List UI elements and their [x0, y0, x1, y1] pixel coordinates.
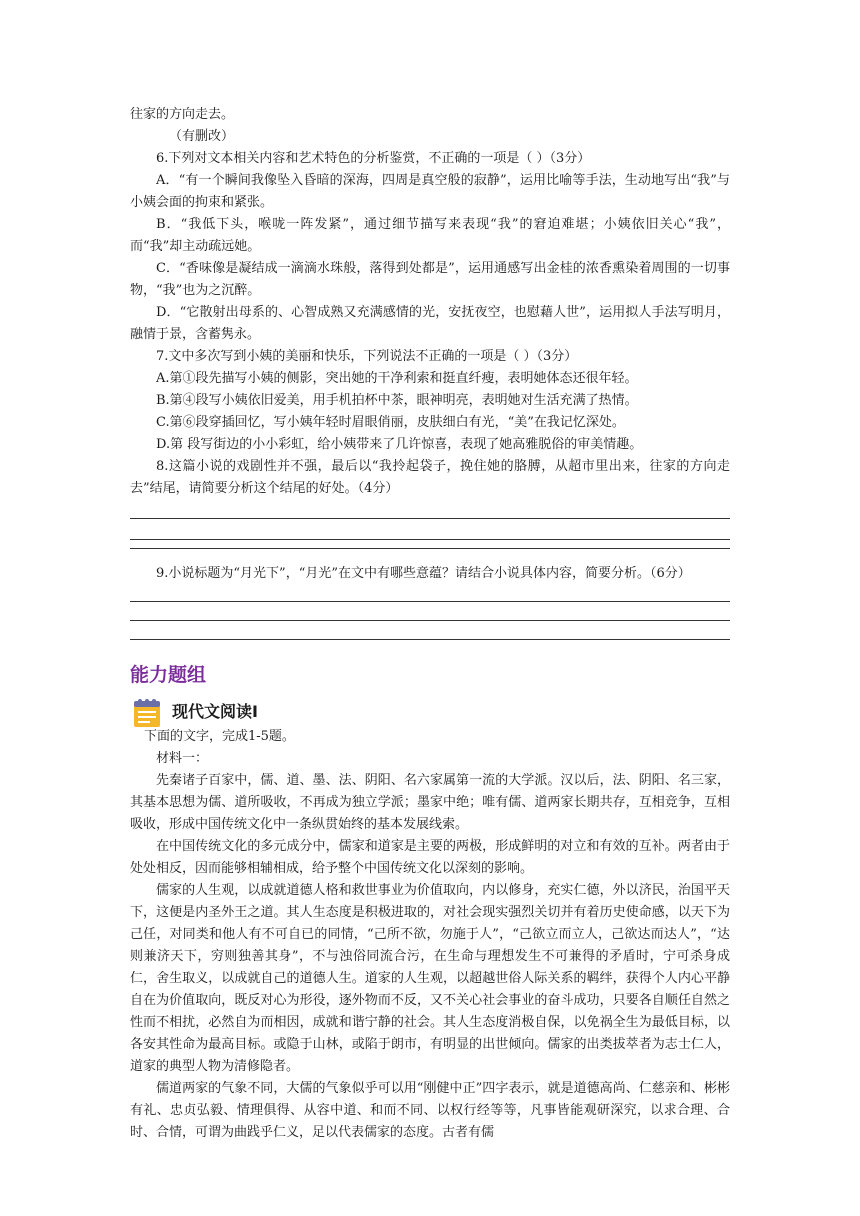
source-note: （有删改） — [169, 129, 235, 144]
subsection-header — [130, 698, 730, 726]
question-7-option-c: C.第⑥段穿插回忆，写小姨年轻时眉眼俏丽，皮肤细白有光，“美”在我记忆深处。 — [156, 415, 625, 430]
question-7-stem: 7.文中多次写到小姨的美丽和快乐，下列说法不正确的一项是（ ）（3分） — [156, 349, 578, 364]
notepad-icon — [132, 698, 162, 728]
question-9-stem: 9.小说标题为“月光下”，“月光”在文中有哪些意蕴？请结合小说具体内容，简要分析。（6分） — [156, 566, 691, 581]
question-6-stem: 6.下列对文本相关内容和艺术特色的分析鉴赏，不正确的一项是（ ）（3分） — [156, 151, 591, 166]
answer-line[interactable] — [130, 639, 730, 640]
previous-text-continuation: 往家的方向走去。 — [130, 107, 235, 122]
subsection-title: 现代文阅读Ⅰ — [172, 702, 258, 721]
question-6-option-c: C．“香味像是凝结成一滴滴水珠般，落得到处都是”，运用通感写出金桂的浓香熏染着周围的一切事物，“我”也为之沉醉。 — [130, 261, 730, 298]
material-label: 材料一： — [156, 751, 209, 766]
question-6-option-d: D．“它散射出母系的、心智成熟又充满感情的光，安抚夜空，也慰藉人世”，运用拟人手法写明月，融情于景，含蓄隽永。 — [130, 305, 730, 342]
reading-paragraph-3: 儒家的人生观，以成就道德人格和救世事业为价值取向，内以修身，充实仁德，外以济民，治国平天下，这便是内圣外王之道。其人生态度是积极进取的，对社会现实强烈关切并有着历史使命感，以天下为己任，对同类和他人有不可自已的同情，“己所不欲，勿施于人”，“己欲立而立人，己欲达而达人”，“达则兼济天下，穷则独善其身”，不与浊俗同流合污，在生命与理想发生不可兼得的矛盾时，宁可杀身成仁，舍生取义，以成就自己的道德人生。道家的人生观，以超越世俗人际关系的羁绊，获得个人内心平静自在为价值取向，既反对心为形役，逐外物而不反，又不关心社会事业的奋斗成功，只要各自顺任自然之性而不相扰，必然自为而相因，成就和谐宁静的社会。其人生态度消极自保，以免祸全生为最低目标，以各安其性命为最高目标。或隐于山林，或陷于朗市，有明显的出世倾向。儒家的出类拔萃者为志士仁人，道家的典型人物为清修隐者。 — [130, 883, 730, 1074]
section-title: 能力题组 — [130, 664, 207, 686]
question-7-option-d: D.第 段写街边的小小彩虹，给小姨带来了几许惊喜，表现了她高雅脱俗的审美情趣。 — [156, 437, 643, 452]
question-6-option-b: B．“我低下头，喉咙一阵发紧”，通过细节描写来表现“我”的窘迫难堪；小姨依旧关心“我”，而“我”却主动疏远她。 — [130, 217, 730, 254]
document-page — [130, 104, 730, 1144]
question-6-option-a: A．“有一个瞬间我像坠入昏暗的深海，四周是真空般的寂静”，运用比喻等手法，生动地写出“我”与小姨会面的拘束和紧张。 — [130, 173, 730, 210]
reading-paragraph-4: 儒道两家的气象不同，大儒的气象似乎可以用“刚健中正”四字表示，就是道德高尚、仁慈亲和、彬彬有礼、忠贞弘毅、情理俱得、从容中道、和而不同、以权行经等等，凡事皆能观研深究，以求合理、合时、合情，可谓为曲践乎仁义，足以代表儒家的态度。古者有儒 — [130, 1081, 730, 1140]
question-7-option-b: B.第④段写小姨依旧爱美，用手机拍杯中茶，眼神明亮，表明她对生活充满了热情。 — [156, 393, 638, 408]
question-7-option-a: A.第①段先描写小姨的侧影，突出她的干净利索和挺直纤瘦，表明她体态还很年轻。 — [156, 371, 638, 386]
reading-paragraph-2: 在中国传统文化的多元成分中，儒家和道家是主要的两极，形成鲜明的对立和有效的互补。两者由于处处相反，因而能够相辅相成，给予整个中国传统文化以深刻的影响。 — [130, 839, 730, 876]
reading-instruction: 下面的文字，完成1-5题。 — [144, 729, 295, 744]
reading-paragraph-1: 先秦诸子百家中，儒、道、墨、法、阴阳、名六家属第一流的大学派。汉以后，法、阴阳、名三家，其基本思想为儒、道所吸收，不再成为独立学派；墨家中绝；唯有儒、道两家长期共存，互相竞争，互相吸收，形成中国传统文化中一条纵贯始终的基本发展线索。 — [130, 773, 730, 832]
question-8-stem: 8.这篇小说的戏剧性并不强，最后以“我拎起袋子，挽住她的胳膊，从超市里出来，往家的方向走去”结尾，请简要分析这个结尾的好处。（4分） — [130, 459, 730, 496]
